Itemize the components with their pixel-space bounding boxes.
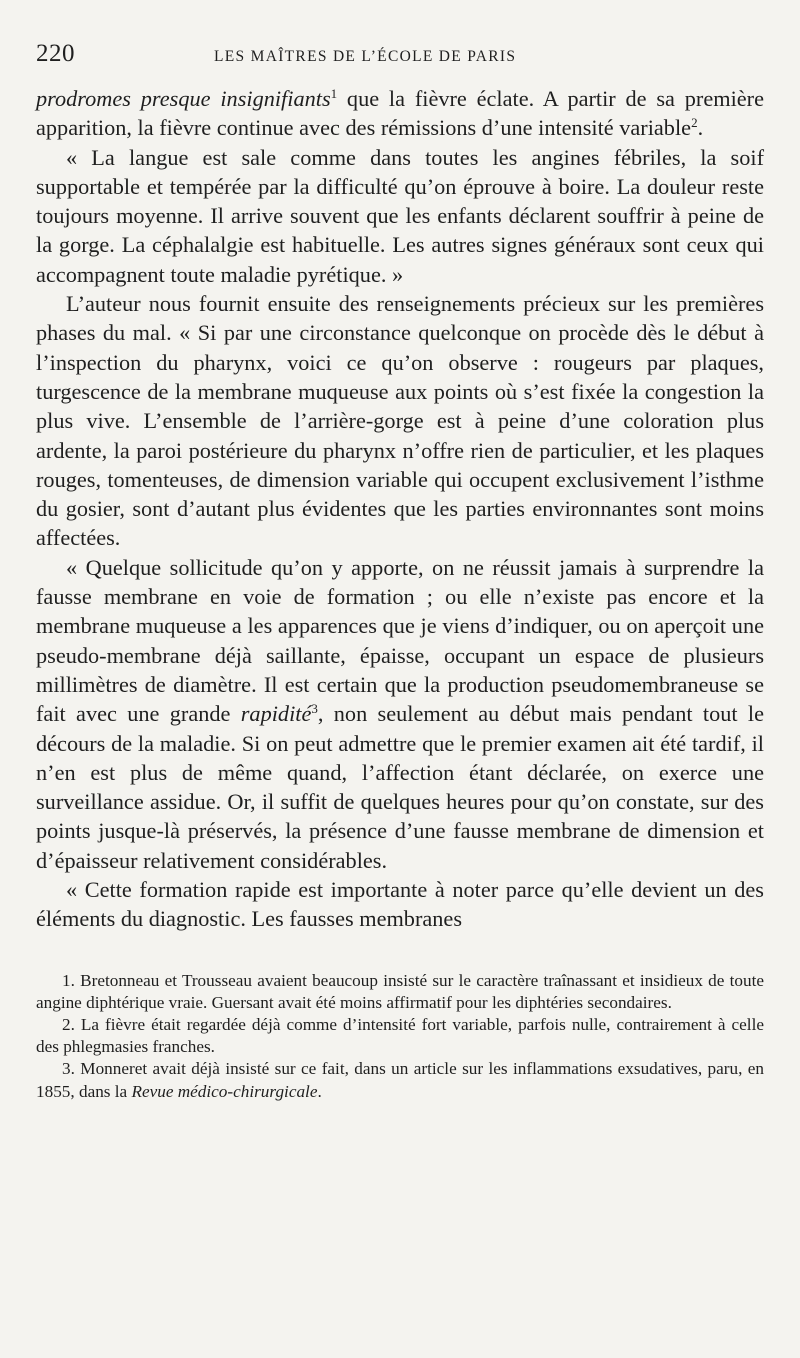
footnote-ref-1: 1 <box>330 86 338 101</box>
page-header <box>36 36 764 84</box>
paragraph-1 <box>36 84 764 143</box>
footnote-ref-3: 3 <box>311 701 318 717</box>
book-page <box>36 36 764 1103</box>
footnote-3 <box>36 1058 764 1102</box>
footnote-ref-2: 2 <box>691 115 698 131</box>
footnote-3-end: . <box>317 1081 322 1101</box>
paragraph-5: « Cette formation rapide est importante à noter parce qu’elle devient un des éléments du diagnostic. Les fausses membranes <box>36 877 764 932</box>
footnote-1: 1. Bretonneau et Trousseau avaient beaucoup insisté sur le caractère traînassant et insidieux de toute angine diphtérique vraie. Guersant avait été moins affirmatif pour les diphtéries secondaires. <box>36 970 764 1012</box>
italic-word: rapidité <box>240 701 312 727</box>
paragraph-1-text: que la fièvre éclate. A partir de sa première apparition, la fièvre continue avec des rémissions d’une intensité variable <box>36 86 764 141</box>
paragraph-2: « La langue est sale comme dans toutes les angines fébriles, la soif supportable et tempérée par la difficulté qu’on éprouve à boire. La douleur reste toujours moyenne. Il arrive souvent que les enfants déclarent souffrir à peine de la gorge. La céphalalgie est habituelle. Les autres signes généraux sont ceux qui accompagnent toute maladie pyrétique. » <box>36 144 764 287</box>
page-number: 220 <box>36 40 75 67</box>
footnotes <box>36 970 764 1103</box>
paragraph-3: L’auteur nous fournit ensuite des renseignements précieux sur les premières phases du mal. « Si par une circonstance quelconque on procède dès le début à l’inspection du pharynx, voici ce qu’on observe : rougeurs par plaques, turgescence de la membrane muqueuse aux points où s’est fixée la congestion la plus vive. L’ensemble de l’arrière-gorge est à peine d’une coloration plus ardente, la paroi postérieure du pharynx n’offre rien de particulier, et les plaques rouges, tomenteuses, de dimension variable qui occupent exclusivement l’isthme du gosier, sont d’autant plus évidentes que les parties environnantes sont moins affectées. <box>36 291 764 551</box>
italic-phrase: prodromes presque insignifiants <box>36 86 331 111</box>
journal-title: Revue médico-chirurgicale <box>131 1081 318 1101</box>
main-text <box>36 84 764 934</box>
paragraph-4-text: « Quelque sollicitude qu’on y apporte, on ne réussit jamais à surprendre la fausse membrane en voie de formation ; ou elle n’existe pas encore et la membrane muqueuse a les apparences que je viens d’indiquer, ou on aperçoit une pseudo-membrane déjà saillante, épaisse, occupant un espace de plusieurs millimètres de diamètre. Il est certain que la production pseudomembraneuse se fait avec une grande <box>36 554 764 727</box>
paragraph-4 <box>36 553 764 875</box>
footnote-3-text: 3. Monneret avait déjà insisté sur ce fait, dans un article sur les inflammations exsudatives, paru, en 1855, dans la <box>36 1059 764 1101</box>
footnote-gap <box>36 934 764 970</box>
paragraph-1-end: . <box>697 115 704 141</box>
paragraph-4-end: , non seulement au début mais pendant tout le décours de la maladie. Si on peut admettre que le premier examen ait été tardif, il n’en est plus de même quand, l’affection étant déclarée, on exerce une surveillance assidue. Or, il suffit de quelques heures pour qu’on constate, sur des points jusque-là préservés, la présence d’une fausse membrane de dimension et d’épaisseur relativement considérables. <box>36 701 765 873</box>
footnote-2: 2. La fièvre était regardée déjà comme d’intensité fort variable, parfois nulle, contrairement à celle des phlegmasies franches. <box>36 1015 764 1057</box>
running-title: LES MAÎTRES DE L’ÉCOLE DE PARIS <box>214 48 517 65</box>
